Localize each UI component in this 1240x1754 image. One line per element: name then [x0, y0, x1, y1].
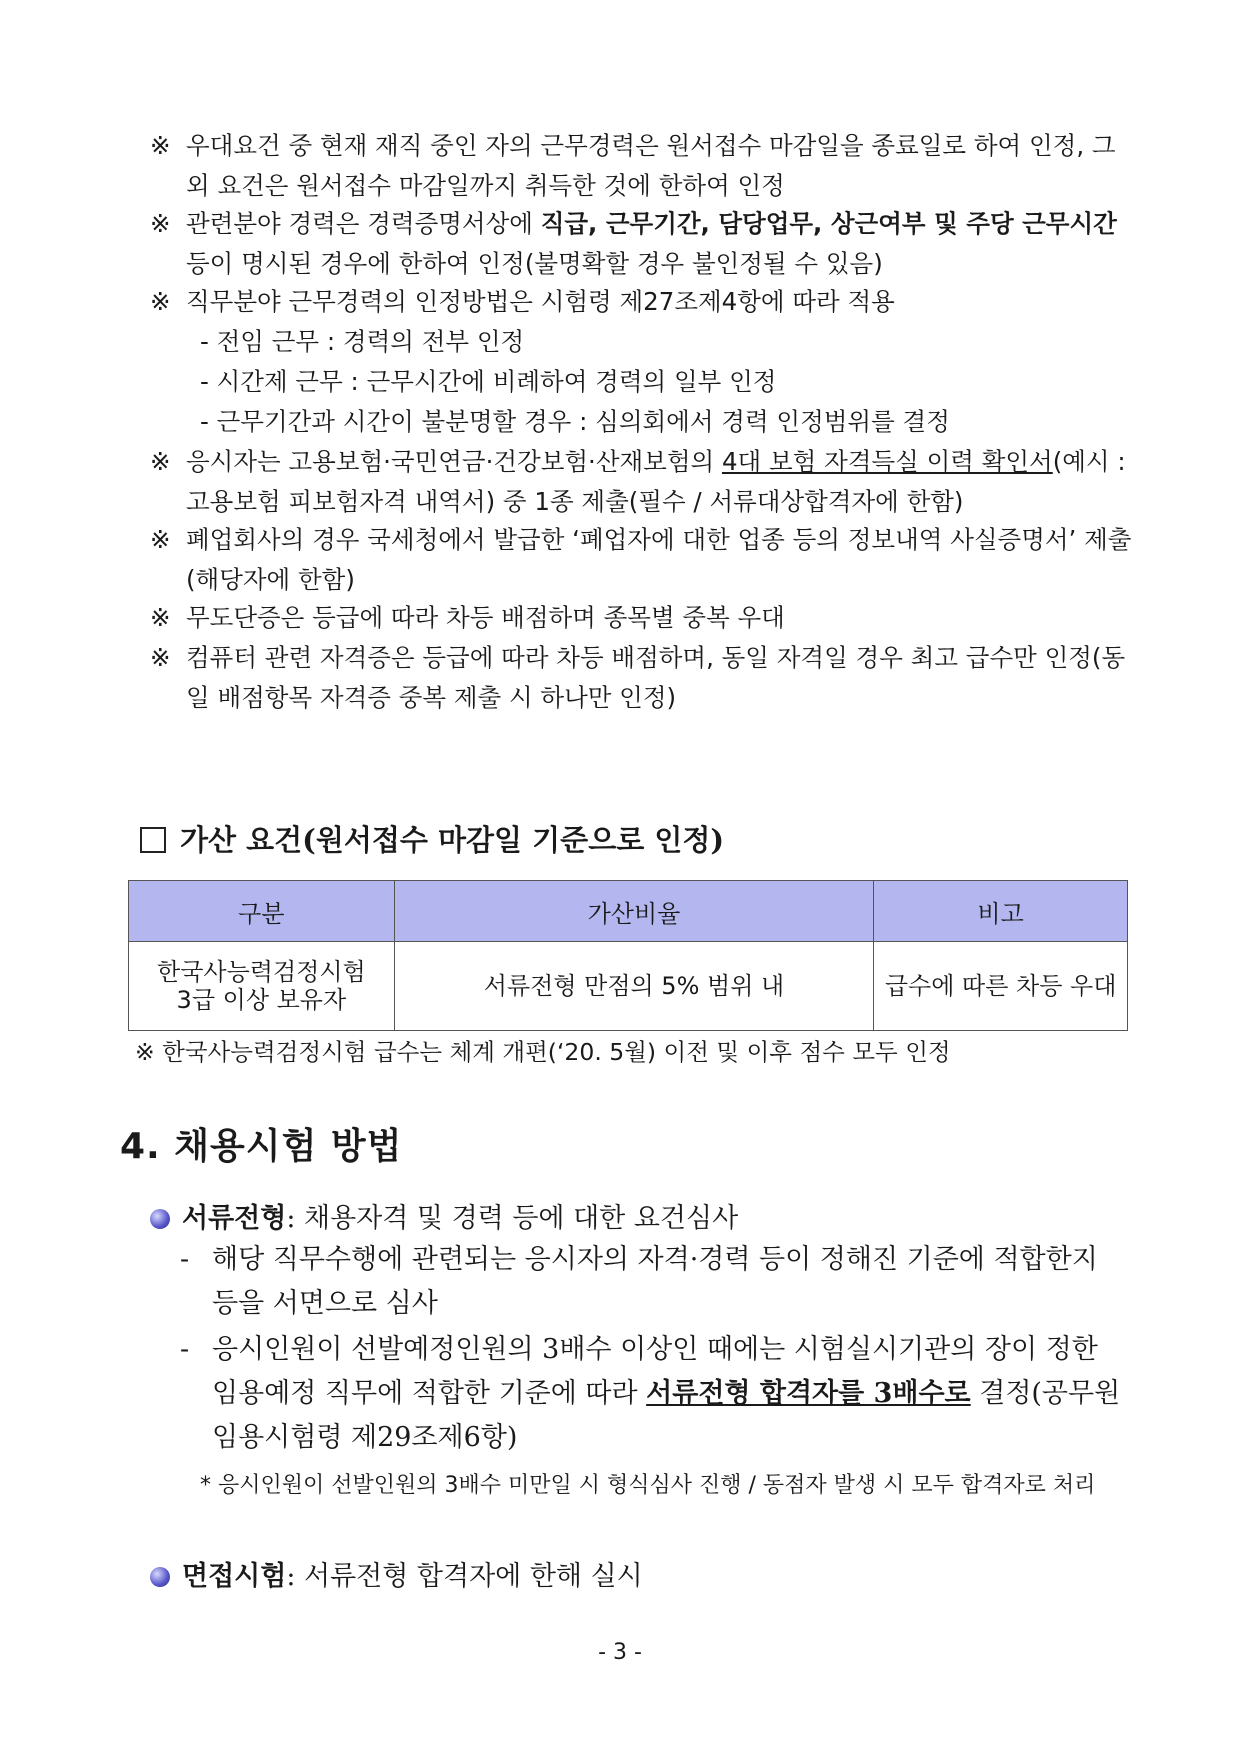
note-recognition-method	[150, 282, 1135, 322]
table-cell: 한국사능력검정시험 3급 이상 보유자	[129, 942, 395, 1031]
item-bold-underline-text: 서류전형 합격자를 3배수로	[646, 1378, 971, 1409]
bonus-section-title-text: 가산 요건(원서접수 마감일 기준으로 인정)	[180, 823, 725, 857]
table-cell: 서류전형 만점의 5% 범위 내	[394, 942, 874, 1031]
note-text: 직무분야 근무경력의 인정방법은 시험령 제27조제4항에 따라 적용	[186, 287, 895, 316]
bonus-table	[128, 880, 1128, 1031]
table-header-cell: 구분	[129, 881, 395, 942]
document-screening-item	[180, 1238, 1130, 1326]
note-text: 폐업회사의 경우 국세청에서 발급한 ‘폐업자에 대한 업종 등의 정보내역 사실증명서’ 제출(해당자에 한함)	[186, 525, 1132, 594]
note-text: 관련분야 경력은 경력증명서상에	[186, 209, 541, 238]
interview-desc: : 서류전형 합격자에 한해 실시	[286, 1561, 643, 1592]
table-header-cell: 비고	[874, 881, 1128, 942]
note-mark: ※	[150, 447, 171, 476]
item-text: 해당 직무수행에 관련되는 응시자의 자격·경력 등이 정해진 기준에 적합한지 등을 서면으로 심사	[212, 1244, 1098, 1319]
sub-item-unclear: - 근무기간과 시간이 불분명할 경우 : 심의회에서 경력 인정범위를 결정	[200, 407, 950, 436]
note-mark: ※	[150, 209, 171, 238]
note-insurance-certificate	[150, 442, 1135, 522]
document-screening-label: 서류전형	[182, 1203, 287, 1234]
item-text: 응시인원이 선발예정인원의 3배수 이상인 때에는 시험실시기관의 장이 정한 임용예정 직무에 적합한 기준에 따라	[212, 1334, 1098, 1409]
table-header-cell: 가산비율	[394, 881, 874, 942]
note-mark: ※	[150, 643, 171, 672]
note-text: 응시자는 고용보험·국민연금·건강보험·산재보험의	[186, 447, 722, 476]
note-text: 등이 명시된 경우에 한하여 인정(불명확할 경우 불인정될 수 있음)	[186, 249, 883, 278]
note-martial-arts	[150, 598, 1135, 638]
bullet-dot-icon	[150, 1209, 170, 1229]
table-header-row	[129, 881, 1128, 942]
note-text: 우대요건 중 현재 재직 중인 자의 근무경력은 원서접수 마감일을 종료일로 하여 인정, 그 외 요건은 원서접수 마감일까지 취득한 것에 한하여 인정	[186, 131, 1116, 200]
note-mark: ※	[150, 525, 171, 554]
star-footnote: * 응시인원이 선발인원의 3배수 미만일 시 형식심사 진행 / 동점자 발생 시 모두 합격자로 처리	[200, 1473, 1096, 1498]
interview-bullet	[150, 1554, 643, 1593]
document-screening-desc: : 채용자격 및 경력 등에 대한 요건심사	[286, 1203, 739, 1234]
bullet-dot-icon	[150, 1567, 170, 1587]
item-text-wrap	[180, 1328, 1130, 1460]
dash-mark: -	[180, 1334, 190, 1365]
note-work-experience-period	[150, 126, 1135, 206]
note-closed-company	[150, 520, 1135, 600]
sub-item-part-time: - 시간제 근무 : 근무시간에 비례하여 경력의 일부 인정	[200, 367, 777, 396]
item-text: 결정(공무원임용시험령 제29조제6항)	[212, 1378, 1121, 1453]
note-text-wrap	[150, 442, 1135, 522]
note-bold-text: 직급, 근무기간, 담당업무, 상근여부 및 주당 근무시간	[540, 209, 1117, 238]
note-underline-text: 4대 보험 자격득실 이력 확인서	[721, 447, 1053, 476]
note-mark: ※	[150, 603, 171, 632]
note-related-experience	[150, 204, 1135, 284]
interview-label: 면접시험	[182, 1561, 287, 1592]
sub-item-full-time: - 전임 근무 : 경력의 전부 인정	[200, 327, 525, 356]
dash-mark: -	[180, 1244, 190, 1275]
document-screening-bullet	[150, 1196, 738, 1235]
note-text: 컴퓨터 관련 자격증은 등급에 따라 차등 배점하며, 동일 자격일 경우 최고 급수만 인정(동일 배점항목 자격증 중복 제출 시 하나만 인정)	[186, 643, 1126, 712]
section-heading: 4. 채용시험 방법	[120, 1126, 403, 1167]
note-mark: ※	[150, 287, 171, 316]
table-footnote: ※ 한국사능력검정시험 급수는 체계 개편(‘20. 5월) 이전 및 이후 점수 모두 인정	[135, 1038, 951, 1066]
checkbox-square-icon	[140, 827, 166, 853]
table-cell: 급수에 따른 차등 우대	[874, 942, 1128, 1031]
page-number: - 3 -	[598, 1640, 642, 1665]
note-mark: ※	[150, 131, 171, 160]
note-computer-certificate	[150, 638, 1135, 718]
table-row	[129, 942, 1128, 1031]
document-screening-item	[180, 1328, 1130, 1460]
bonus-section-title	[140, 818, 724, 859]
note-text-wrap	[150, 204, 1135, 284]
note-text: 무도단증은 등급에 따라 차등 배점하며 종목별 중복 우대	[186, 603, 785, 632]
note-text: (예시 : 고용보험 피보험자격 내역서) 중 1종 제출(필수 / 서류대상합격자에 한함)	[186, 447, 1126, 516]
